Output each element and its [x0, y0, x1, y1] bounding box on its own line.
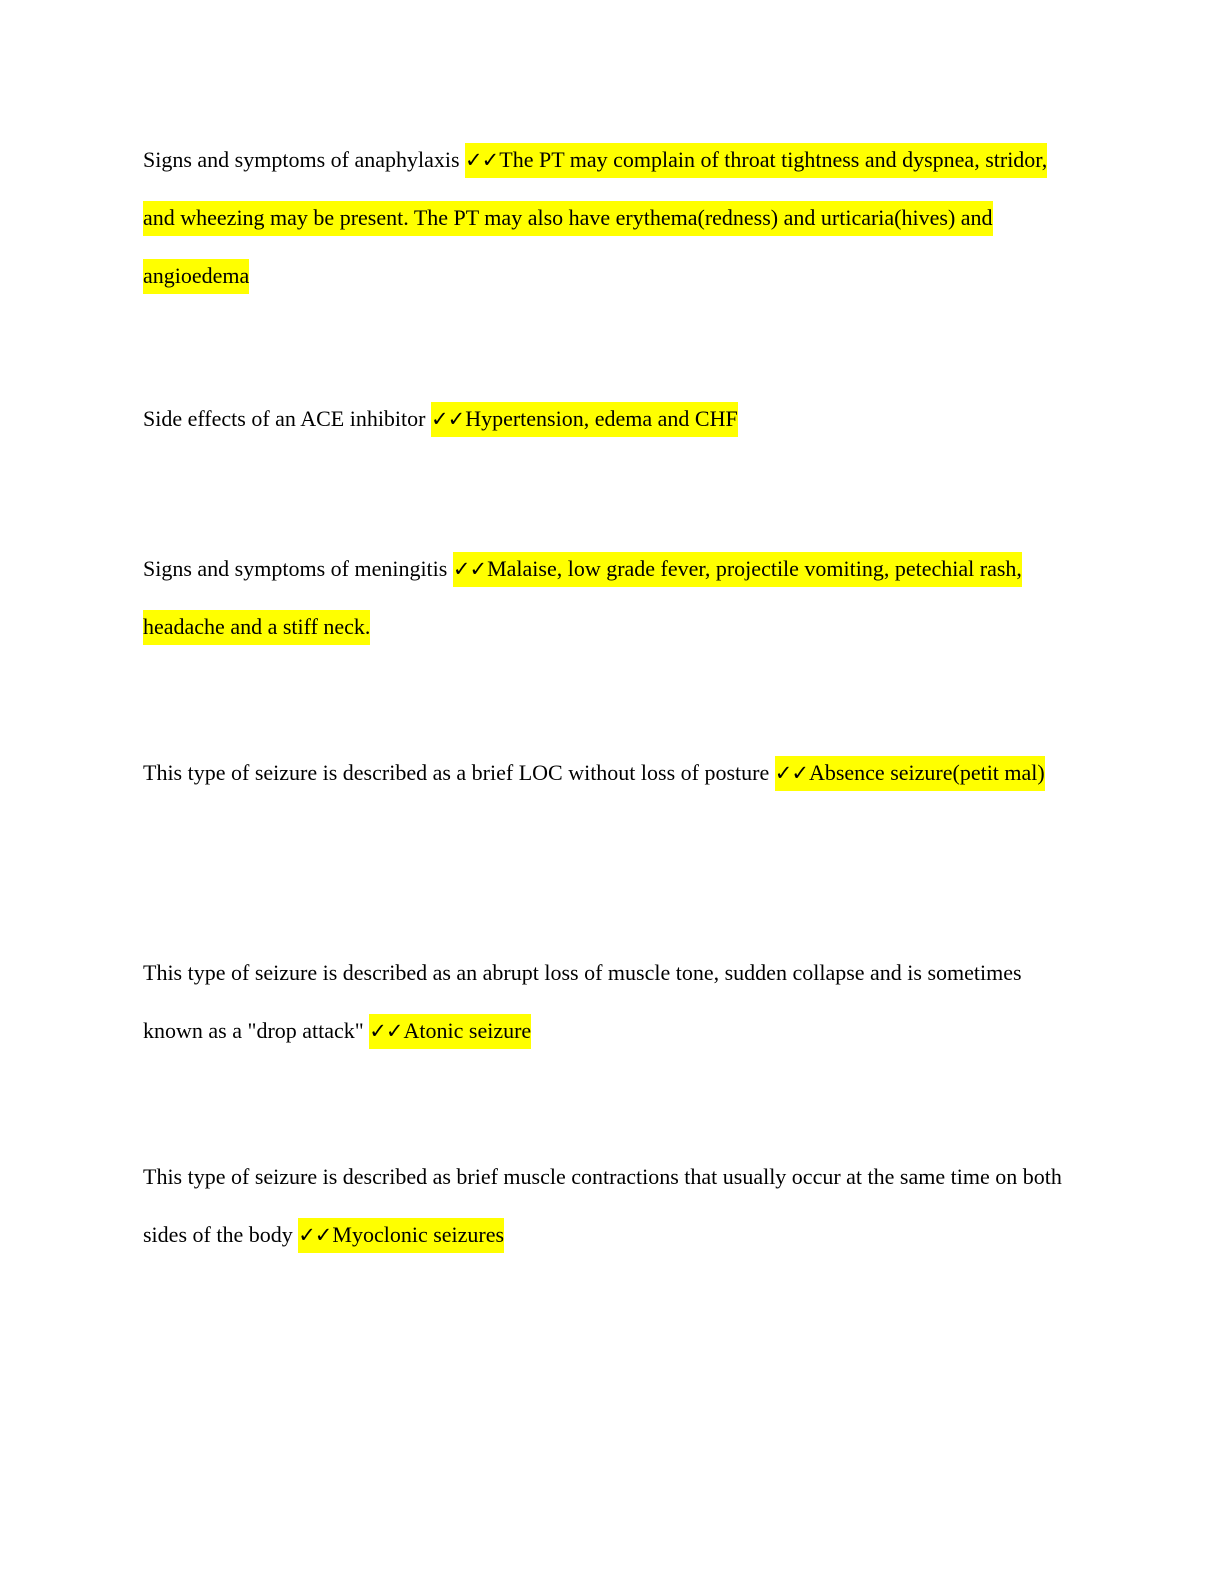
qa-item-atonic-seizure	[143, 944, 1083, 1060]
qa-item-ace-inhibitor	[143, 390, 1083, 448]
answer-highlight	[775, 756, 1045, 791]
qa-item-myoclonic-seizure	[143, 1148, 1083, 1264]
double-check-icon: ✓✓	[369, 1019, 403, 1043]
double-check-icon: ✓✓	[774, 761, 808, 785]
question-text: This type of seizure is described as an abrupt loss of muscle tone, sudden collapse and is sometimes known as a "drop attack"	[143, 960, 1022, 1043]
answer-highlight	[369, 1014, 531, 1049]
question-text: Side effects of an ACE inhibitor	[143, 406, 431, 431]
question-text: Signs and symptoms of meningitis	[143, 556, 453, 581]
answer-text: Myoclonic seizures	[332, 1222, 505, 1247]
question-text: Signs and symptoms of anaphylaxis	[143, 147, 466, 172]
double-check-icon: ✓✓	[431, 407, 465, 431]
double-check-icon: ✓✓	[465, 148, 499, 172]
answer-text: Absence seizure(petit mal)	[808, 760, 1045, 785]
answer-text: Atonic seizure	[403, 1018, 532, 1043]
answer-text: Hypertension, edema and CHF	[465, 406, 738, 431]
question-text: This type of seizure is described as brief muscle contractions that usually occur at the same time on both sides of the body	[143, 1164, 1062, 1247]
qa-item-meningitis	[143, 540, 1083, 656]
answer-highlight	[298, 1218, 504, 1253]
qa-item-anaphylaxis	[143, 131, 1083, 305]
answer-text: The PT may complain of throat tightness and dyspnea, stridor, and wheezing may be present. The PT may also have erythema(redness) and urticaria(hives) and angioedema	[143, 147, 1048, 288]
double-check-icon: ✓✓	[452, 557, 487, 581]
double-check-icon: ✓✓	[298, 1223, 332, 1247]
answer-text: Malaise, low grade fever, projectile vomiting, petechial rash, headache and a stiff neck.	[143, 556, 1022, 639]
qa-item-absence-seizure	[143, 744, 1083, 802]
question-text: This type of seizure is described as a brief LOC without loss of posture	[143, 760, 775, 785]
answer-highlight	[431, 402, 738, 437]
